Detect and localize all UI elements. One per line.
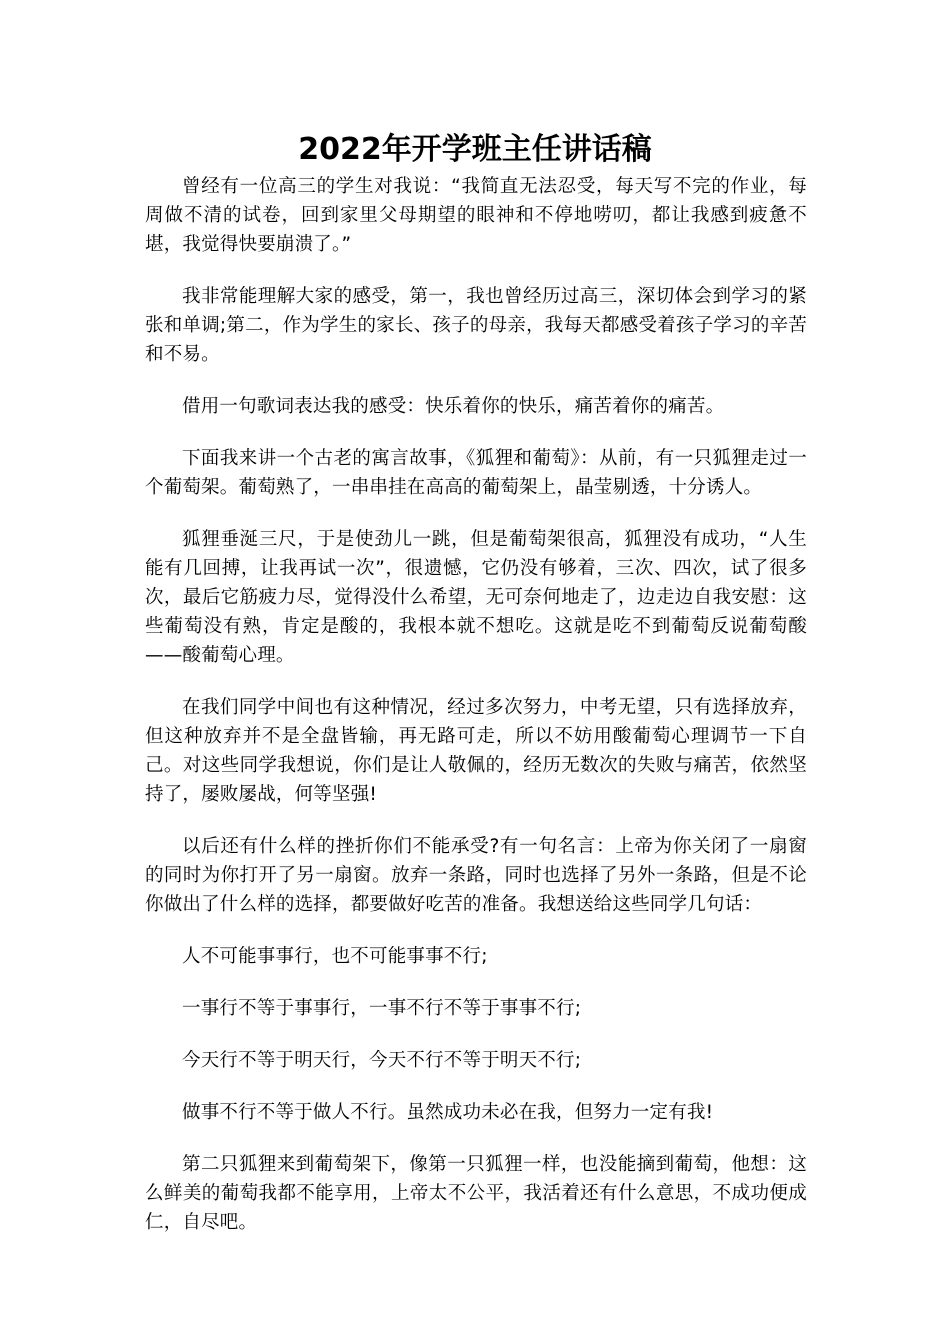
document-title: 2022年开学班主任讲话稿	[298, 132, 652, 167]
paragraph-12: 第二只狐狸来到葡萄架下，像第一只狐狸一样，也没能摘到葡萄，他想：这么鲜美的葡萄我都不能享用，上帝太不公平，我活着还有什么意思，不成功便成仁，自尽吧。	[145, 1154, 807, 1233]
paragraph-6: 在我们同学中间也有这种情况，经过多次努力，中考无望，只有选择放弃，但这种放弃并不是全盘皆输，再无路可走，所以不妨用酸葡萄心理调节一下自己。对这些同学我想说，你们是让人敬佩的，经历无数次的失败与痛苦，依然坚持了，屡败屡战，何等坚强!	[145, 697, 807, 805]
paragraph-9: 一事行不等于事事行，一事不行不等于事事不行;	[182, 998, 582, 1019]
document-body	[145, 172, 807, 1260]
paragraph-5: 狐狸垂涎三尺，于是使劲儿一跳，但是葡萄架很高，狐狸没有成功，“人生能有几回搏，让我再试一次”，很遗憾，它仍没有够着，三次、四次，试了很多次，最后它筋疲力尽，觉得没什么希望，无可奈何地走了，边走边自我安慰：这些葡萄没有熟，肯定是酸的，我根本就不想吃。这就是吃不到葡萄反说葡萄酸——酸葡萄心理。	[145, 529, 807, 666]
paragraph-1: 曾经有一位高三的学生对我说：“我简直无法忍受，每天写不完的作业，每周做不清的试卷，回到家里父母期望的眼神和不停地唠叨，都让我感到疲惫不堪，我觉得快要崩溃了。”	[145, 176, 807, 255]
paragraph-4: 下面我来讲一个古老的寓言故事，《狐狸和葡萄》：从前，有一只狐狸走过一个葡萄架。葡萄熟了，一串串挂在高高的葡萄架上，晶莹剔透，十分诱人。	[145, 448, 807, 498]
paragraph-7: 以后还有什么样的挫折你们不能承受?有一句名言：上帝为你关闭了一扇窗的同时为你打开了另一扇窗。放弃一条路，同时也选择了另外一条路，但是不论你做出了什么样的选择，都要做好吃苦的准备。我想送给这些同学几句话：	[145, 836, 807, 915]
paragraph-3: 借用一句歌词表达我的感受：快乐着你的快乐，痛苦着你的痛苦。	[182, 396, 725, 417]
paragraph-8: 人不可能事事行，也不可能事事不行;	[182, 946, 488, 967]
paragraph-11: 做事不行不等于做人不行。虽然成功未必在我，但努力一定有我!	[182, 1102, 714, 1123]
paragraph-2: 我非常能理解大家的感受，第一，我也曾经历过高三，深切体会到学习的紧张和单调;第二，作为学生的家长、孩子的母亲，我每天都感受着孩子学习的辛苦和不易。	[145, 286, 807, 365]
paragraph-10: 今天行不等于明天行，今天不行不等于明天不行;	[182, 1050, 582, 1071]
